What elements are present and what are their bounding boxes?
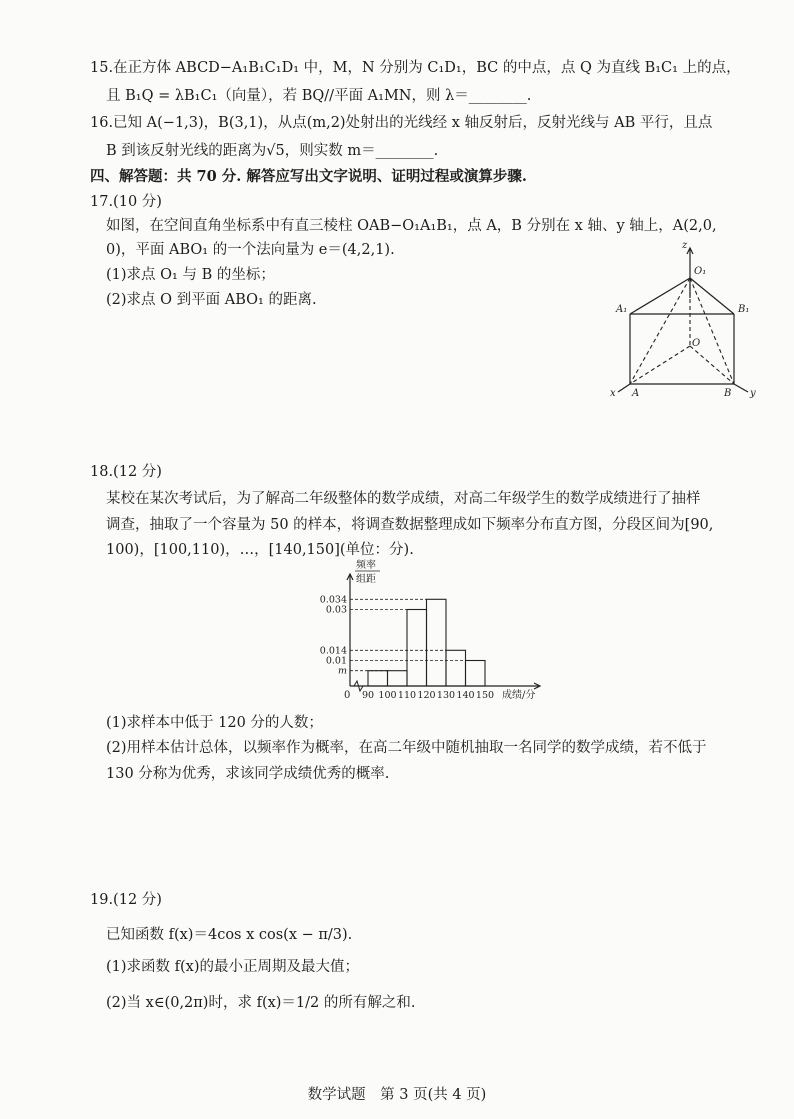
y-tick-label: 0.034 bbox=[319, 594, 347, 606]
edge-o1-a1 bbox=[630, 278, 690, 314]
label-x: x bbox=[610, 388, 616, 399]
q17-header: 17.(10 分) bbox=[90, 194, 162, 210]
xlabel: 成绩/分 bbox=[502, 690, 536, 701]
q17-part1: (1)求点 O₁ 与 B 的坐标； bbox=[106, 267, 275, 283]
origin-label: 0 bbox=[344, 690, 351, 701]
x-tick-label: 90 bbox=[361, 690, 375, 701]
q19-part2: (2)当 x∈(0,2π)时，求 f(x)＝1/2 的所有解之和. bbox=[106, 995, 416, 1011]
y-tick-label: 0.014 bbox=[319, 645, 347, 657]
y-tick-label: 0.01 bbox=[325, 655, 347, 667]
label-z: z bbox=[682, 240, 688, 251]
q15-line1: 15.在正方体 ABCD−A₁B₁C₁D₁ 中，M，N 分别为 C₁D₁，BC 的中点，点 Q 为直线 B₁C₁ 上的点， bbox=[90, 60, 741, 76]
q18-part2: (2)用样本估计总体，以频率作为概率，在高二年级中随机抽取一名同学的数学成绩，若不低于 bbox=[106, 740, 707, 756]
y-tick-label: m bbox=[337, 665, 347, 677]
prism-figure bbox=[600, 236, 770, 406]
x-tick-label: 130 bbox=[436, 690, 456, 701]
x-tick-label: 140 bbox=[456, 690, 475, 701]
edge-o1-b bbox=[690, 278, 734, 384]
q17-part2: (2)求点 O 到平面 ABO₁ 的距离. bbox=[106, 292, 317, 308]
histogram-bar bbox=[388, 671, 408, 686]
label-a1: A₁ bbox=[616, 304, 628, 315]
q19-part1: (1)求函数 f(x)的最小正周期及最大值； bbox=[106, 959, 360, 975]
q18-line1: 某校在某次考试后，为了解高二年级整体的数学成绩，对高二年级学生的数学成绩进行了抽样 bbox=[106, 491, 701, 507]
q18-part1: (1)求样本中低于 120 分的人数； bbox=[106, 715, 323, 731]
label-o: O bbox=[692, 338, 701, 349]
histogram-bar bbox=[368, 671, 388, 686]
q18-line2: 调查，抽取了一个容量为 50 的样本，将调查数据整理成如下频率分布直方图，分段区间为[90, bbox=[106, 517, 714, 533]
x-tick-label: 110 bbox=[397, 690, 417, 701]
histogram-bar bbox=[407, 610, 427, 687]
ylabel-top: 频率 bbox=[356, 560, 376, 571]
q18-header: 18.(12 分) bbox=[90, 464, 162, 480]
histogram-bar bbox=[446, 650, 466, 686]
q17-line2: 0)，平面 ABO₁ 的一个法向量为 e＝(4,2,1). bbox=[106, 242, 395, 258]
label-a: A bbox=[632, 388, 640, 399]
label-b1: B₁ bbox=[738, 304, 750, 315]
q19-stem: 已知函数 f(x)＝4cos x cos(x − π/3). bbox=[106, 927, 353, 943]
x-tick-label: 150 bbox=[475, 690, 495, 701]
q17-line1: 如图，在空间直角坐标系中有直三棱柱 OAB−O₁A₁B₁，点 A，B 分别在 x 轴、y 轴上，A(2,0, bbox=[106, 218, 717, 234]
x-axis bbox=[618, 384, 630, 392]
q18-line3: 100)，[100,110)，…，[140,150](单位：分). bbox=[106, 542, 414, 558]
x-tick-label: 100 bbox=[378, 690, 397, 701]
edge-o-a bbox=[630, 346, 690, 384]
page-footer: 数学试题 第 3 页(共 4 页) bbox=[307, 1087, 487, 1103]
q19-header: 19.(12 分) bbox=[90, 892, 162, 908]
label-o1: O₁ bbox=[694, 266, 707, 277]
label-b: B bbox=[724, 388, 732, 399]
label-y: y bbox=[750, 388, 756, 399]
q16-line1: 16.已知 A(−1,3)，B(3,1)，从点(m,2)处射出的光线经 x 轴反射后，反射光线与 AB 平行，且点 bbox=[90, 115, 713, 131]
edge-o1-b1 bbox=[690, 278, 734, 314]
histogram-bar bbox=[427, 599, 447, 686]
histogram-bar bbox=[466, 661, 486, 687]
edge-o1-a bbox=[630, 278, 690, 384]
y-tick-label: 0.03 bbox=[325, 604, 347, 616]
q18-part2b: 130 分称为优秀，求该同学成绩优秀的概率. bbox=[106, 766, 390, 782]
y-axis bbox=[734, 384, 748, 392]
ylabel-bottom: 组距 bbox=[356, 574, 376, 585]
edge-o-b bbox=[690, 346, 734, 384]
section-heading: 四、解答题：共 70 分. 解答应写出文字说明、证明过程或演算步骤. bbox=[90, 168, 527, 185]
x-tick-label: 120 bbox=[417, 690, 436, 701]
frequency-histogram bbox=[300, 556, 600, 706]
q15-line2: 且 B₁Q = λB₁C₁（向量），若 BQ//平面 A₁MN，则 λ＝________. bbox=[106, 88, 532, 104]
q16-line2: B 到该反射光线的距离为√5，则实数 m＝________. bbox=[106, 143, 439, 159]
